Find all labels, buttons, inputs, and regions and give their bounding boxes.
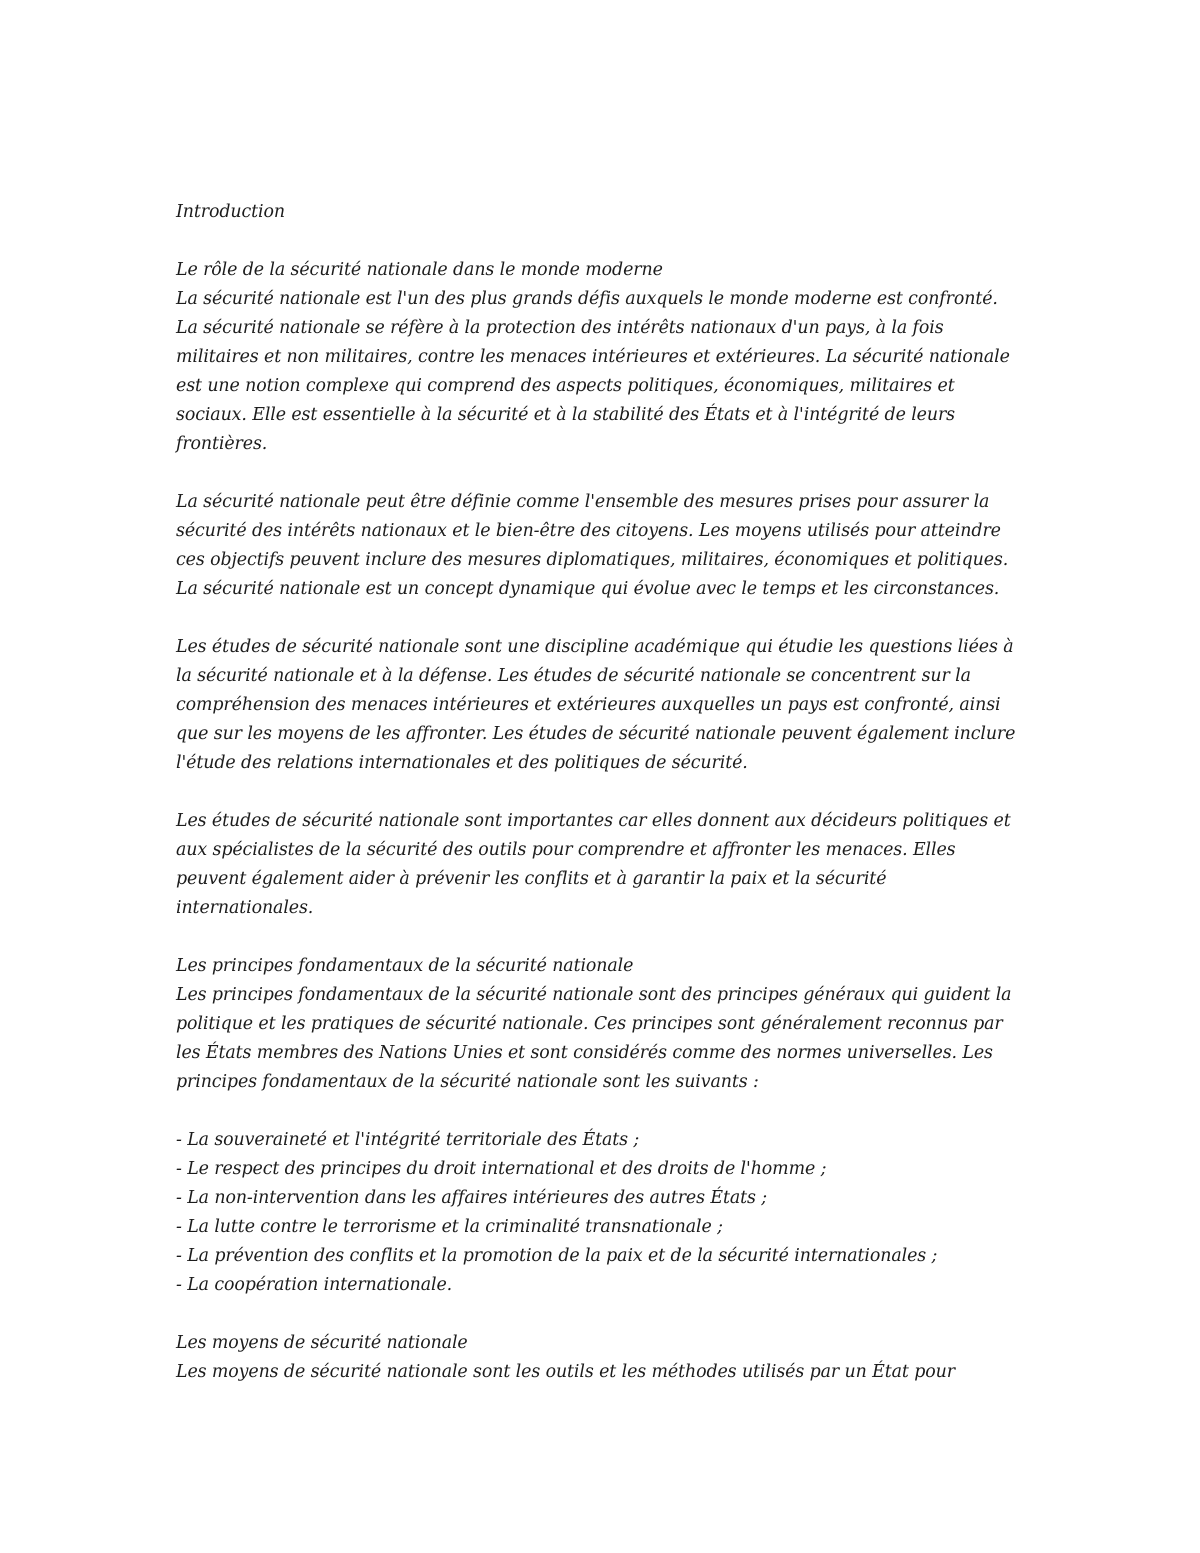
text-line: Les études de sécurité nationale sont importantes car elles donnent aux décideurs politiques et xyxy=(176,811,1011,831)
text-line: que sur les moyens de les affronter. Les études de sécurité nationale peuvent également inclure xyxy=(176,724,1016,744)
text-line: sécurité des intérêts nationaux et le bien-être des citoyens. Les moyens utilisés pour atteindre xyxy=(176,521,1001,541)
blank-line xyxy=(176,778,1046,807)
document-heading: Introduction xyxy=(176,202,285,222)
blank-line xyxy=(176,459,1046,488)
blank-line xyxy=(176,227,1046,256)
paragraph xyxy=(176,807,1046,923)
blank-line xyxy=(176,923,1046,952)
paragraph xyxy=(176,1358,1046,1387)
section-title: Les moyens de sécurité nationale xyxy=(176,1333,468,1353)
list-item: - La coopération internationale. xyxy=(176,1275,453,1295)
list-item: - La prévention des conflits et la promotion de la paix et de la sécurité internationales ; xyxy=(176,1246,938,1266)
text-line: les États membres des Nations Unies et sont considérés comme des normes universelles. Les xyxy=(176,1043,993,1063)
text-line: La sécurité nationale se réfère à la protection des intérêts nationaux d'un pays, à la fois xyxy=(176,318,944,338)
text-line: internationales. xyxy=(176,898,314,918)
text-line: politique et les pratiques de sécurité nationale. Ces principes sont généralement reconnus par xyxy=(176,1014,1003,1034)
bullet-list xyxy=(176,1126,1046,1300)
blank-line xyxy=(176,1097,1046,1126)
text-line: l'étude des relations internationales et des politiques de sécurité. xyxy=(176,753,748,773)
list-item: - La lutte contre le terrorisme et la criminalité transnationale ; xyxy=(176,1217,723,1237)
text-line: est une notion complexe qui comprend des aspects politiques, économiques, militaires et xyxy=(176,376,955,396)
text-line: la sécurité nationale et à la défense. Les études de sécurité nationale se concentrent sur la xyxy=(176,666,971,686)
section-title: Le rôle de la sécurité nationale dans le monde moderne xyxy=(176,260,663,280)
list-item: - Le respect des principes du droit international et des droits de l'homme ; xyxy=(176,1159,827,1179)
text-line: sociaux. Elle est essentielle à la sécurité et à la stabilité des États et à l'intégrité de leurs xyxy=(176,405,956,425)
list-item: - La souveraineté et l'intégrité territoriale des États ; xyxy=(176,1130,640,1150)
paragraph xyxy=(176,633,1046,778)
text-line: La sécurité nationale est l'un des plus grands défis auxquels le monde moderne est confronté. xyxy=(176,289,998,309)
paragraph xyxy=(176,981,1046,1097)
document-body xyxy=(176,198,1046,1387)
paragraph xyxy=(176,285,1046,459)
text-line: militaires et non militaires, contre les menaces intérieures et extérieures. La sécurité nationale xyxy=(176,347,1010,367)
text-line: frontières. xyxy=(176,434,268,454)
blank-line xyxy=(176,604,1046,633)
list-item: - La non-intervention dans les affaires intérieures des autres États ; xyxy=(176,1188,768,1208)
text-line: Les études de sécurité nationale sont une discipline académique qui étudie les questions liées à xyxy=(176,637,1014,657)
text-line: Les principes fondamentaux de la sécurité nationale sont des principes généraux qui guident la xyxy=(176,985,1012,1005)
text-line: aux spécialistes de la sécurité des outils pour comprendre et affronter les menaces. Elles xyxy=(176,840,956,860)
paragraph xyxy=(176,488,1046,604)
text-line: ces objectifs peuvent inclure des mesures diplomatiques, militaires, économiques et politiques. xyxy=(176,550,1009,570)
text-line: compréhension des menaces intérieures et extérieures auxquelles un pays est confronté, ainsi xyxy=(176,695,1001,715)
text-line: La sécurité nationale peut être définie comme l'ensemble des mesures prises pour assurer la xyxy=(176,492,990,512)
text-line: Les moyens de sécurité nationale sont les outils et les méthodes utilisés par un État pour xyxy=(176,1362,955,1382)
text-line: peuvent également aider à prévenir les conflits et à garantir la paix et la sécurité xyxy=(176,869,887,889)
text-line: principes fondamentaux de la sécurité nationale sont les suivants : xyxy=(176,1072,759,1092)
text-line: La sécurité nationale est un concept dynamique qui évolue avec le temps et les circonstances. xyxy=(176,579,1000,599)
section-title: Les principes fondamentaux de la sécurité nationale xyxy=(176,956,634,976)
blank-line xyxy=(176,1300,1046,1329)
